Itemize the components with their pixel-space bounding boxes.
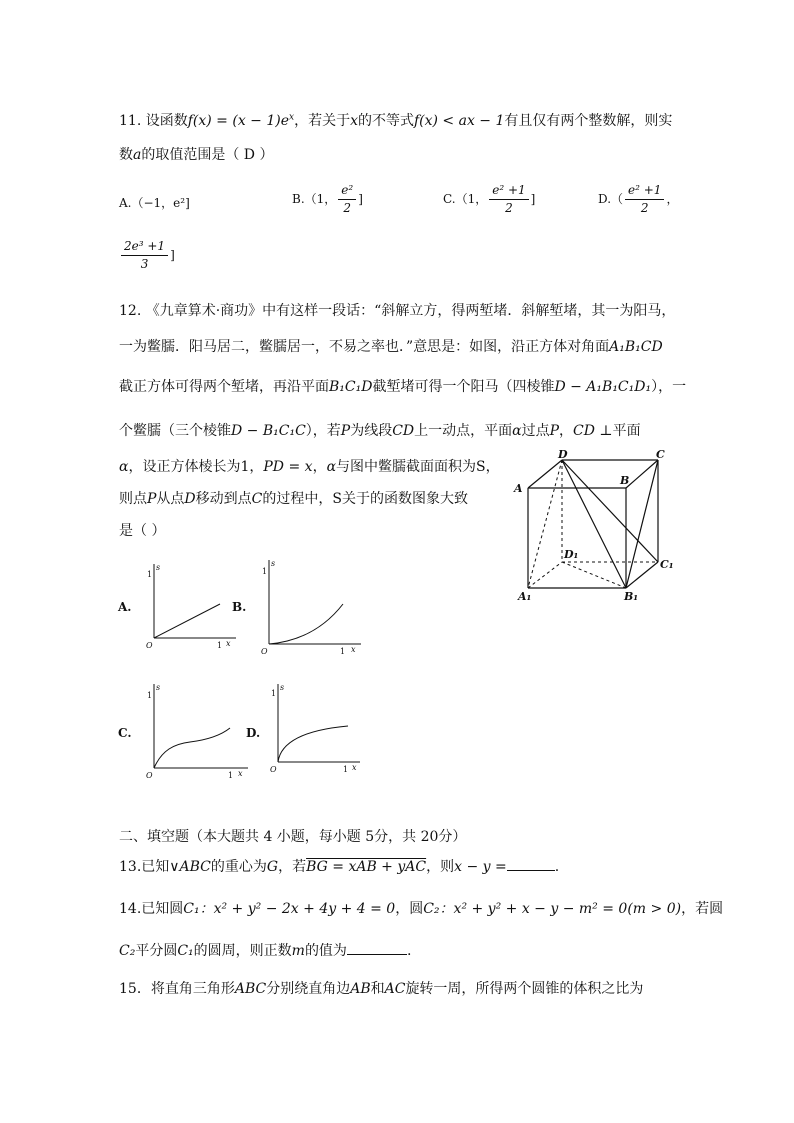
section-2-heading: 二、填空题（本大题共 4 小题，每小题 5分，共 20分） bbox=[119, 829, 467, 845]
edge-A1D1-hidden bbox=[528, 562, 562, 588]
graph-d-label: D. bbox=[246, 726, 261, 740]
edge-AD bbox=[528, 460, 562, 488]
edge-CB1 bbox=[626, 460, 658, 588]
q11-option-d-cont: $\frac{\text{2e³ +1}}{3}$ ] bbox=[119, 238, 175, 273]
svg-text:x: x bbox=[352, 763, 357, 772]
q12-line2: 一为鳖臑．阳马居二，鳖臑居一，不易之率也．”意思是：如图，沿正方体对角面A₁B₁CD bbox=[119, 339, 663, 355]
q11-option-d: D.（ $\frac{\text{e² +1}}{2}$ ， bbox=[598, 183, 679, 215]
curve bbox=[269, 604, 343, 644]
edge-B1C1 bbox=[626, 562, 658, 588]
svg-text:1: 1 bbox=[271, 689, 277, 698]
answer-blank[interactable] bbox=[347, 954, 407, 955]
q11-function: $f(x) = (x - 1)e^x$ bbox=[187, 112, 295, 129]
svg-text:s: s bbox=[271, 559, 276, 568]
cube-label-C1: C₁ bbox=[660, 558, 674, 571]
q11-option-b: B.（1， $\frac{\text{e²}}{2}$ ] bbox=[292, 183, 363, 215]
svg-text:x: x bbox=[226, 639, 231, 648]
edge-BC bbox=[626, 460, 658, 488]
svg-text:1: 1 bbox=[147, 691, 153, 700]
cube-label-C: C bbox=[656, 448, 665, 461]
q14-line1: 14.已知圆C₁：x² + y² − 2x + 4y + 4 = 0，圆C₂：x² + y² + x − y − m² = 0(m > 0)，若圆 bbox=[119, 901, 724, 917]
cube-label-B1: B₁ bbox=[624, 590, 639, 603]
graph-b bbox=[255, 556, 365, 660]
cube-label-D: D bbox=[558, 448, 568, 461]
q11-option-c: C.（1， $\frac{\text{e² +1}}{2}$ ] bbox=[443, 183, 536, 215]
q12-line1: 12. 《九章算术·商功》中有这样一段话：“斜解立方，得两堑堵．斜解堑堵，其一为阳马， bbox=[119, 303, 676, 319]
svg-text:1: 1 bbox=[217, 641, 223, 650]
edge-DB1 bbox=[562, 460, 626, 588]
cube-figure bbox=[510, 448, 690, 608]
q14-line2: C₂平分圆C₁的圆周，则正数m的值为 . bbox=[119, 943, 412, 959]
svg-text:O: O bbox=[146, 641, 153, 650]
graph-b-label: B. bbox=[232, 600, 247, 614]
graph-a bbox=[140, 560, 240, 652]
q12-line3: 截正方体可得两个堑堵，再沿平面B₁C₁D截堑堵可得一个阳马（四棱锥D − A₁B₁C₁D₁），一 bbox=[119, 379, 687, 395]
q11-inequality: f(x) < ax − 1 bbox=[413, 113, 505, 129]
answer-blank[interactable] bbox=[507, 870, 555, 871]
svg-text:s: s bbox=[156, 563, 161, 572]
svg-text:1: 1 bbox=[228, 771, 234, 780]
curve bbox=[154, 604, 220, 638]
q12-line4: 个鳖臑（三个棱锥D − B₁C₁C），若P为线段CD上一动点，平面α过点P，CD ⊥平面 bbox=[119, 423, 641, 439]
svg-text:x: x bbox=[238, 769, 243, 778]
edge-DC1 bbox=[562, 460, 658, 562]
curve bbox=[154, 728, 230, 768]
svg-text:O: O bbox=[261, 647, 268, 656]
fraction: $\frac{\text{e²}}{2}$ bbox=[338, 182, 356, 217]
svg-text:1: 1 bbox=[262, 567, 268, 576]
fraction: $\frac{\text{e² +1}}{2}$ bbox=[489, 182, 528, 217]
svg-text:x: x bbox=[351, 645, 356, 654]
curve bbox=[278, 726, 348, 762]
q11-line2: 数a的取值范围是（ D ） bbox=[119, 147, 274, 163]
q13-line: 13.已知∨ABC的重心为G，若BG = xAB + yAC，则x − y = . bbox=[119, 859, 560, 875]
q11-line1: 11. 设函数$f(x) = (x - 1)e^x$，若关于x的不等式f(x) < ax − 1有且仅有两个整数解，则实 bbox=[119, 112, 673, 129]
edge-D1B1-hidden bbox=[562, 562, 626, 588]
svg-text:O: O bbox=[146, 771, 153, 780]
q11-option-a: A.（−1，e²] bbox=[119, 196, 190, 210]
fraction: $\frac{\text{e² +1}}{2}$ bbox=[625, 182, 664, 217]
edge-DA1-hidden bbox=[528, 460, 562, 588]
q13-vector-eq: BG = xAB + yAC bbox=[306, 859, 427, 875]
svg-text:s: s bbox=[280, 683, 285, 692]
svg-text:1: 1 bbox=[147, 570, 153, 579]
graph-c bbox=[140, 680, 252, 784]
svg-text:O: O bbox=[270, 765, 277, 774]
q12-line5: α，设正方体棱长为1，PD = x，α与图中鳖臑截面面积为S， bbox=[119, 459, 500, 475]
svg-text:1: 1 bbox=[340, 647, 346, 656]
graph-a-label: A. bbox=[118, 600, 132, 614]
svg-text:1: 1 bbox=[343, 765, 349, 774]
q15-line: 15．将直角三角形ABC分别绕直角边AB和AC旋转一周，所得两个圆锥的体积之比为 bbox=[119, 981, 644, 997]
fraction: $\frac{\text{2e³ +1}}{3}$ bbox=[121, 238, 168, 273]
cube-label-B: B bbox=[620, 474, 630, 487]
q12-line7: 是（ ） bbox=[119, 523, 166, 539]
graph-d bbox=[264, 680, 364, 778]
cube-label-A1: A₁ bbox=[518, 590, 532, 603]
cube-label-A: A bbox=[514, 482, 523, 495]
cube-label-D1: D₁ bbox=[564, 548, 579, 561]
q12-line6: 则点P从点D移动到点C的过程中，S关于的函数图象大致 bbox=[119, 491, 468, 507]
graph-c-label: C. bbox=[118, 726, 132, 740]
svg-text:s: s bbox=[156, 683, 161, 692]
